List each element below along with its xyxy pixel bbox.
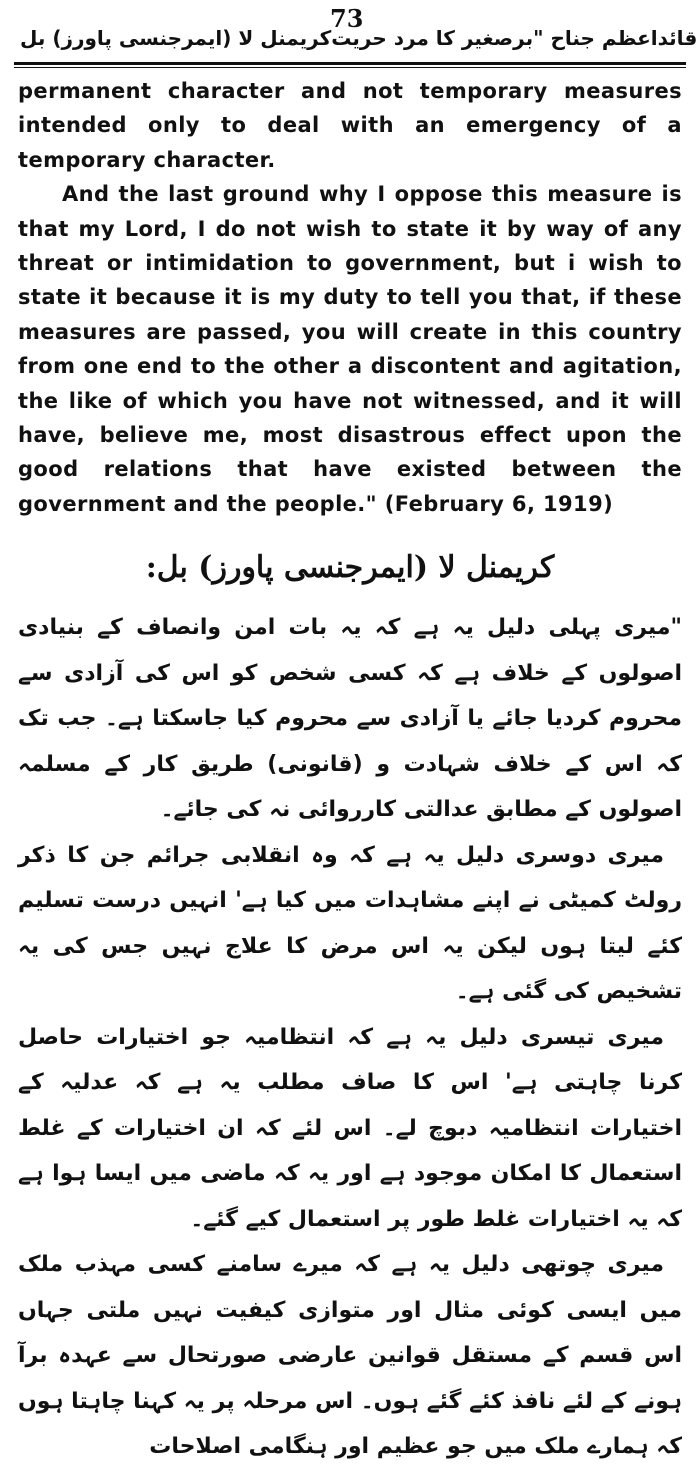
urdu-body (18, 605, 682, 1470)
header-chapter-title: کریمنل لا (ایمرجنسی پاورز) بل (20, 26, 332, 50)
page-number: 73 (330, 4, 364, 33)
english-paragraph-2: And the last ground why I oppose this measure is that my Lord, I do not wish to state it by way of any threat or intimidation to government, but i wish to state it because it is my duty to tell you that, if these measures are passed, you will create in this country from one end to the other a discontent and agitation, the like of which you have not witnessed, and it will have, believe me, most disastrous effect upon the good relations that have existed between the government and the people." (February 6, 1919) (18, 182, 682, 516)
urdu-paragraph-3: میری تیسری دلیل یہ ہے کہ انتظامیہ جو اختیارات حاصل کرنا چاہتی ہے' اس کا صاف مطلب یہ ہے کہ عدلیہ کے اختیارات انتظامیہ دبوچ لے۔ اس لئے کہ ان اختیارات کے غلط استعمال کا امکان موجود ہے اور یہ کہ ماضی میں ایسا ہوا ہے کہ یہ اختیارات غلط طور پر استعمال کیے گئے۔ (18, 1024, 682, 1232)
urdu-paragraph-1: "میری پہلی دلیل یہ ہے کہ یہ بات امن وانصاف کے بنیادی اصولوں کے خلاف ہے کہ کسی شخص کو اس کی آزادی سے محروم کردیا جائے یا آزادی سے محروم کیا جاسکتا ہے۔ جب تک کہ اس کے خلاف شہادت و (قانونی) طریق کار کے مسلمہ اصولوں کے مطابق عدالتی کارروائی نہ کی جائے۔ (18, 615, 682, 822)
header-divider (14, 62, 686, 68)
urdu-paragraph-2: میری دوسری دلیل یہ ہے کہ وہ انقلابی جرائم جن کا ذکر رولٹ کمیٹی نے اپنے مشاہدات میں کیا ہے' انہیں درست تسلیم کئے لیتا ہوں لیکن یہ اس مرض کا علاج نہیں جس کی یہ تشخیص کی گئی ہے۔ (18, 842, 682, 1004)
header-book-title: قائداعظم جناح "برصغیر کا مرد حریت (331, 26, 698, 50)
header-book-title-main: قائداعظم جناح (550, 26, 698, 50)
header-book-title-rest: برصغیر کا مرد حریت (331, 26, 534, 50)
urdu-paragraph-4: میری چوتھی دلیل یہ ہے کہ میرے سامنے کسی مہذب ملک میں ایسی کوئی مثال اور متوازی کیفیت نہیں ملتی جہاں اس قسم کے مستقل قوانین عارضی صورتحال سے عہدہ برآ ہونے کے لئے نافذ کئے گئے ہوں۔ اس مرحلہ پر یہ کہنا چاہتا ہوں کہ ہمارے ملک میں جو عظیم اور ہنگامی اصلاحات (18, 1252, 682, 1459)
english-quote-block (18, 74, 682, 521)
english-paragraph-1: permanent character and not temporary measures intended only to deal with an emergency of a temporary character. (18, 79, 682, 172)
section-title: کریمنل لا (ایمرجنسی پاورز) بل: (145, 550, 555, 585)
